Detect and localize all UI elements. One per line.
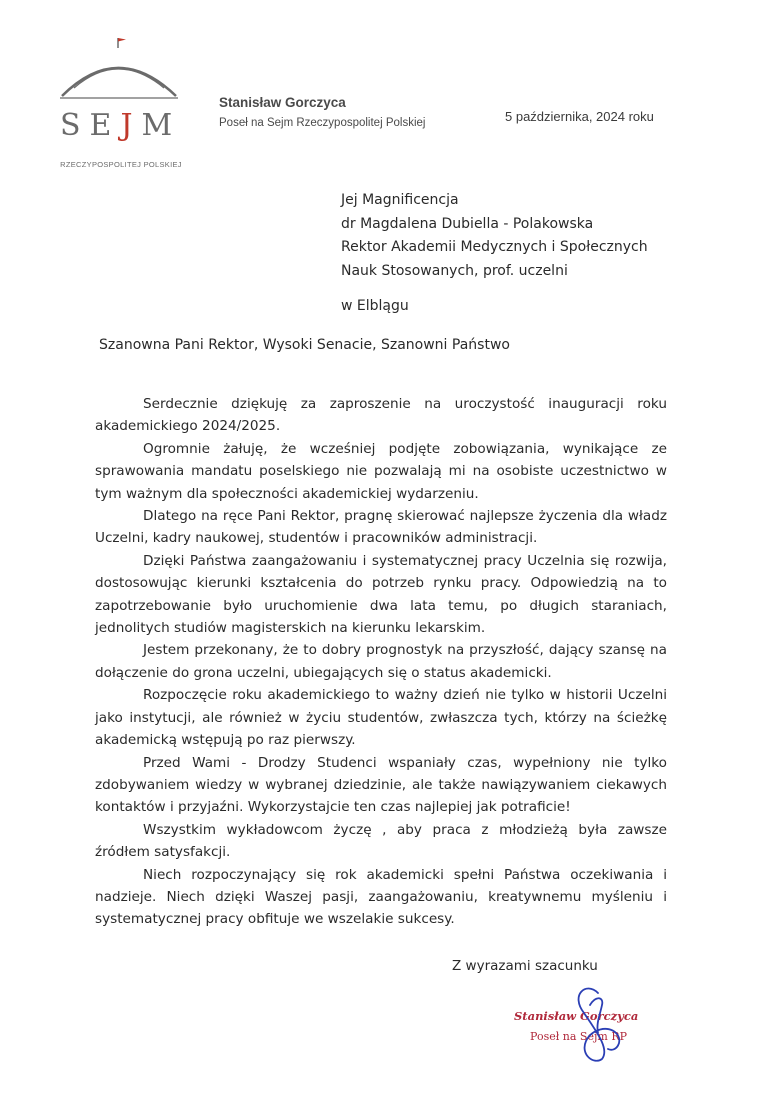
sender-name: Stanisław Gorczyca bbox=[219, 95, 346, 110]
sejm-wordmark-j: J bbox=[120, 108, 142, 143]
sender-title: Poseł na Sejm Rzeczypospolitej Polskiej bbox=[219, 117, 426, 129]
sejm-wordmark-right: M bbox=[141, 108, 182, 143]
recipient-line: Jej Magnificencja bbox=[341, 192, 459, 208]
signature-block bbox=[500, 975, 660, 1065]
body-paragraph: Jestem przekonany, że to dobry prognostyk na przyszłość, dający szansę na dołączenie do grona uczelni, ubiegających się o status akademicki. bbox=[95, 642, 667, 681]
body-paragraph: Dlatego na ręce Pani Rektor, pragnę skierować najlepsze życzenia dla władz Uczelni, kadry naukowej, studentów i pracowników administracji. bbox=[95, 508, 667, 547]
sejm-logo bbox=[54, 36, 184, 169]
sejm-wordmark-left: SE bbox=[60, 108, 121, 143]
sejm-wordmark bbox=[60, 108, 182, 143]
body-paragraph: Niech rozpoczynający się rok akademicki spełni Państwa oczekiwania i nadzieje. Niech dzięki Waszej pasji, zaangażowaniu, kreatywnemu myśleniu i systematycznej pracy obfituje we wszelakie sukcesy. bbox=[95, 866, 667, 928]
stamp-role: Poseł na Sejm RP bbox=[530, 1030, 628, 1043]
body-paragraph: Wszystkim wykładowcom życzę , aby praca z młodzieżą była zawsze źródłem satysfakcji. bbox=[95, 821, 667, 861]
salutation: Szanowna Pani Rektor, Wysoki Senacie, Szanowni Państwo bbox=[99, 337, 510, 353]
closing-phrase: Z wyrazami szacunku bbox=[452, 958, 598, 974]
recipient-address bbox=[341, 189, 648, 319]
recipient-city: w Elblągu bbox=[341, 298, 409, 314]
body-paragraph: Rozpoczęcie roku akademickiego to ważny dzień nie tylko w historii Uczelni jako instytucji, ale również w życiu studentów, zwłaszcza tych, którzy na ścieżkę akademicką wstępują po raz pierwszy. bbox=[95, 687, 667, 749]
recipient-line: dr Magdalena Dubiella - Polakowska bbox=[341, 215, 594, 232]
recipient-line: Rektor Akademii Medycznych i Społecznych bbox=[341, 239, 648, 255]
letter-body bbox=[95, 393, 667, 931]
stamp-name: Stanisław Gorczyca bbox=[514, 1009, 639, 1023]
sejm-dome-icon bbox=[54, 36, 184, 116]
body-paragraph: Przed Wami - Drodzy Studenci wspaniały czas, wypełniony nie tylko zdobywaniem wiedzy w wybranej dziedzinie, ale także nawiązywaniem ciekawych kontaktów i przyjaźni. Wykorzystajcie ten czas najlepiej jak potraficie! bbox=[95, 754, 667, 816]
body-paragraph: Ogromnie żałuję, że wcześniej podjęte zobowiązania, wynikające ze sprawowania mandatu poselskiego nie pozwalają mi na osobiste uczestnictwo w tym ważnym dla społeczności akademickiej wydarzeniu. bbox=[95, 440, 667, 502]
recipient-line: Nauk Stosowanych, prof. uczelni bbox=[341, 262, 568, 279]
handwritten-signature bbox=[500, 975, 660, 1065]
body-paragraph: Serdecznie dziękuję za zaproszenie na uroczystość inauguracji roku akademickiego 2024/2025. bbox=[95, 396, 667, 435]
letter-date: 5 października, 2024 roku bbox=[505, 109, 654, 124]
body-paragraph: Dzięki Państwa zaangażowaniu i systematycznej pracy Uczelnia się rozwija, dostosowując kierunki kształcenia do potrzeb rynku pracy. Odpowiedzią na to zapotrzebowanie było uruchomienie dwa lata temu, po długich staraniach, jednolitych studiów magisterskich na kierunku lekarskim. bbox=[95, 552, 667, 637]
sejm-subtitle: RZECZYPOSPOLITEJ POLSKIEJ bbox=[60, 160, 182, 169]
